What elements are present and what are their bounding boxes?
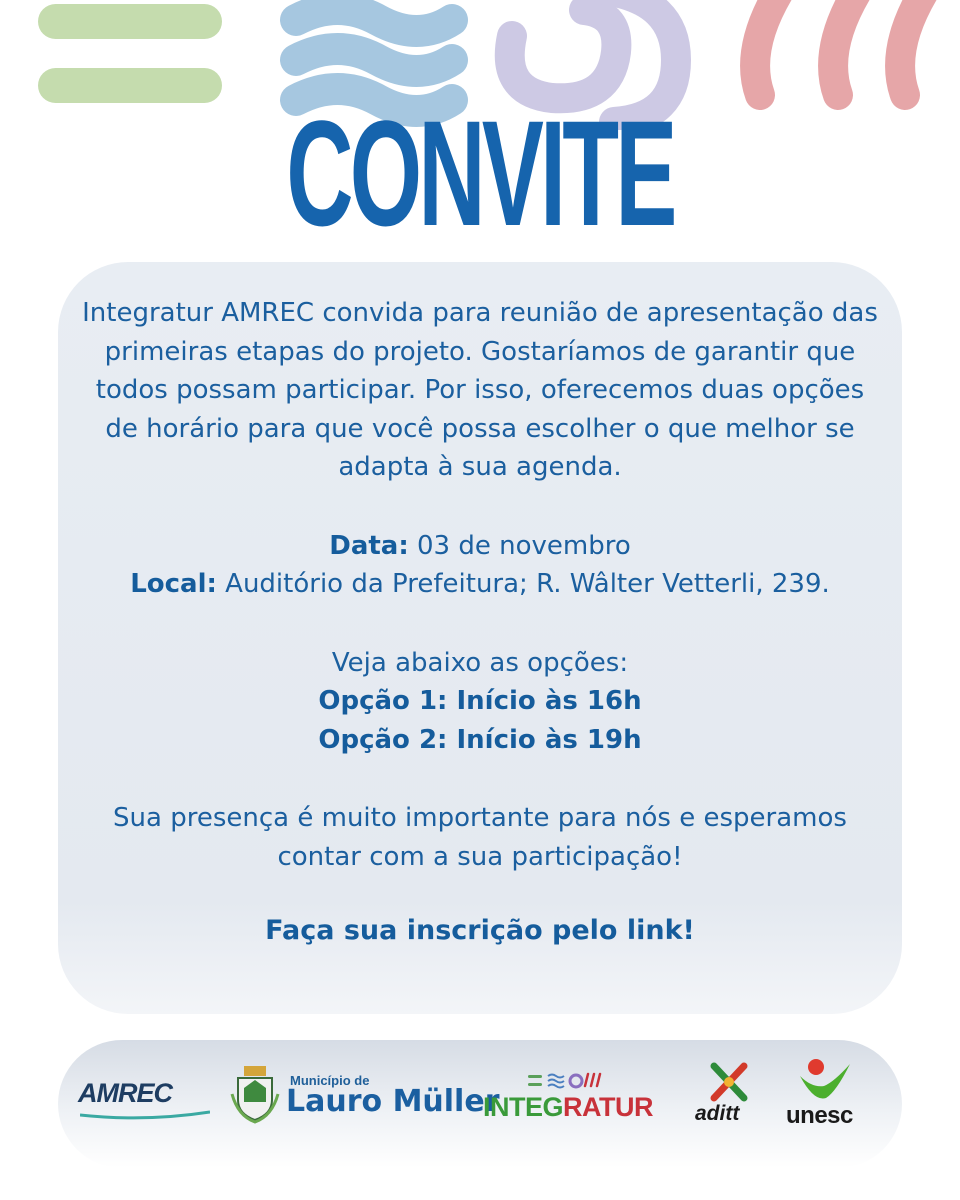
- amrec-logo: AMREC: [78, 1078, 172, 1108]
- invite-card: [58, 262, 902, 1014]
- unesc-logo: unesc: [786, 1102, 853, 1129]
- event-details: [78, 527, 882, 604]
- signup-link[interactable]: Faça sua inscrição pelo link!: [265, 915, 695, 946]
- schedule-options: [78, 644, 882, 760]
- location-line: [78, 565, 882, 604]
- aditt-cross-icon: [708, 1062, 750, 1102]
- lauro-muller-name: Lauro Müller: [286, 1084, 500, 1119]
- lauro-muller-crest-icon: [230, 1064, 280, 1124]
- green-bars-icon: [38, 4, 222, 103]
- date-value: 03 de novembro: [408, 530, 631, 561]
- closing-paragraph: Sua presença é muito importante para nós e esperamos contar com a sua participação!: [113, 803, 847, 872]
- location-label: Local:: [130, 569, 217, 599]
- integratur-mini-icons: [526, 1070, 606, 1092]
- page-title: CONVITE: [286, 89, 674, 257]
- aditt-logo: aditt: [695, 1102, 740, 1125]
- option-1: Opção 1: Início às 16h: [318, 686, 642, 716]
- lauro-muller-prefix: Município de: [290, 1073, 370, 1088]
- location-value: Auditório da Prefeitura; R. Wâlter Vetterli, 239.: [216, 569, 830, 599]
- options-intro: Veja abaixo as opções:: [331, 647, 629, 678]
- amrec-swoosh-icon: [80, 1110, 210, 1120]
- integratur-logo: [483, 1092, 653, 1123]
- date-line: [78, 527, 882, 566]
- integratur-part2: RATUR: [563, 1092, 653, 1122]
- option-2: Opção 2: Início às 19h: [318, 724, 642, 755]
- date-label: Data:: [329, 530, 409, 561]
- integratur-part1: INTEG: [483, 1092, 564, 1122]
- sponsor-logos-bar: [58, 1040, 902, 1168]
- unesc-figure-icon: [796, 1058, 852, 1108]
- intro-paragraph: Integratur AMREC convida para reunião de apresentação das primeiras etapas do projeto. Gostaríamos de garantir que todos possam participar. Por isso, oferecemos duas opções de horário para que você possa escolher o que melhor se adapta à sua agenda.: [82, 298, 878, 482]
- pink-stripes-icon: [755, 0, 925, 95]
